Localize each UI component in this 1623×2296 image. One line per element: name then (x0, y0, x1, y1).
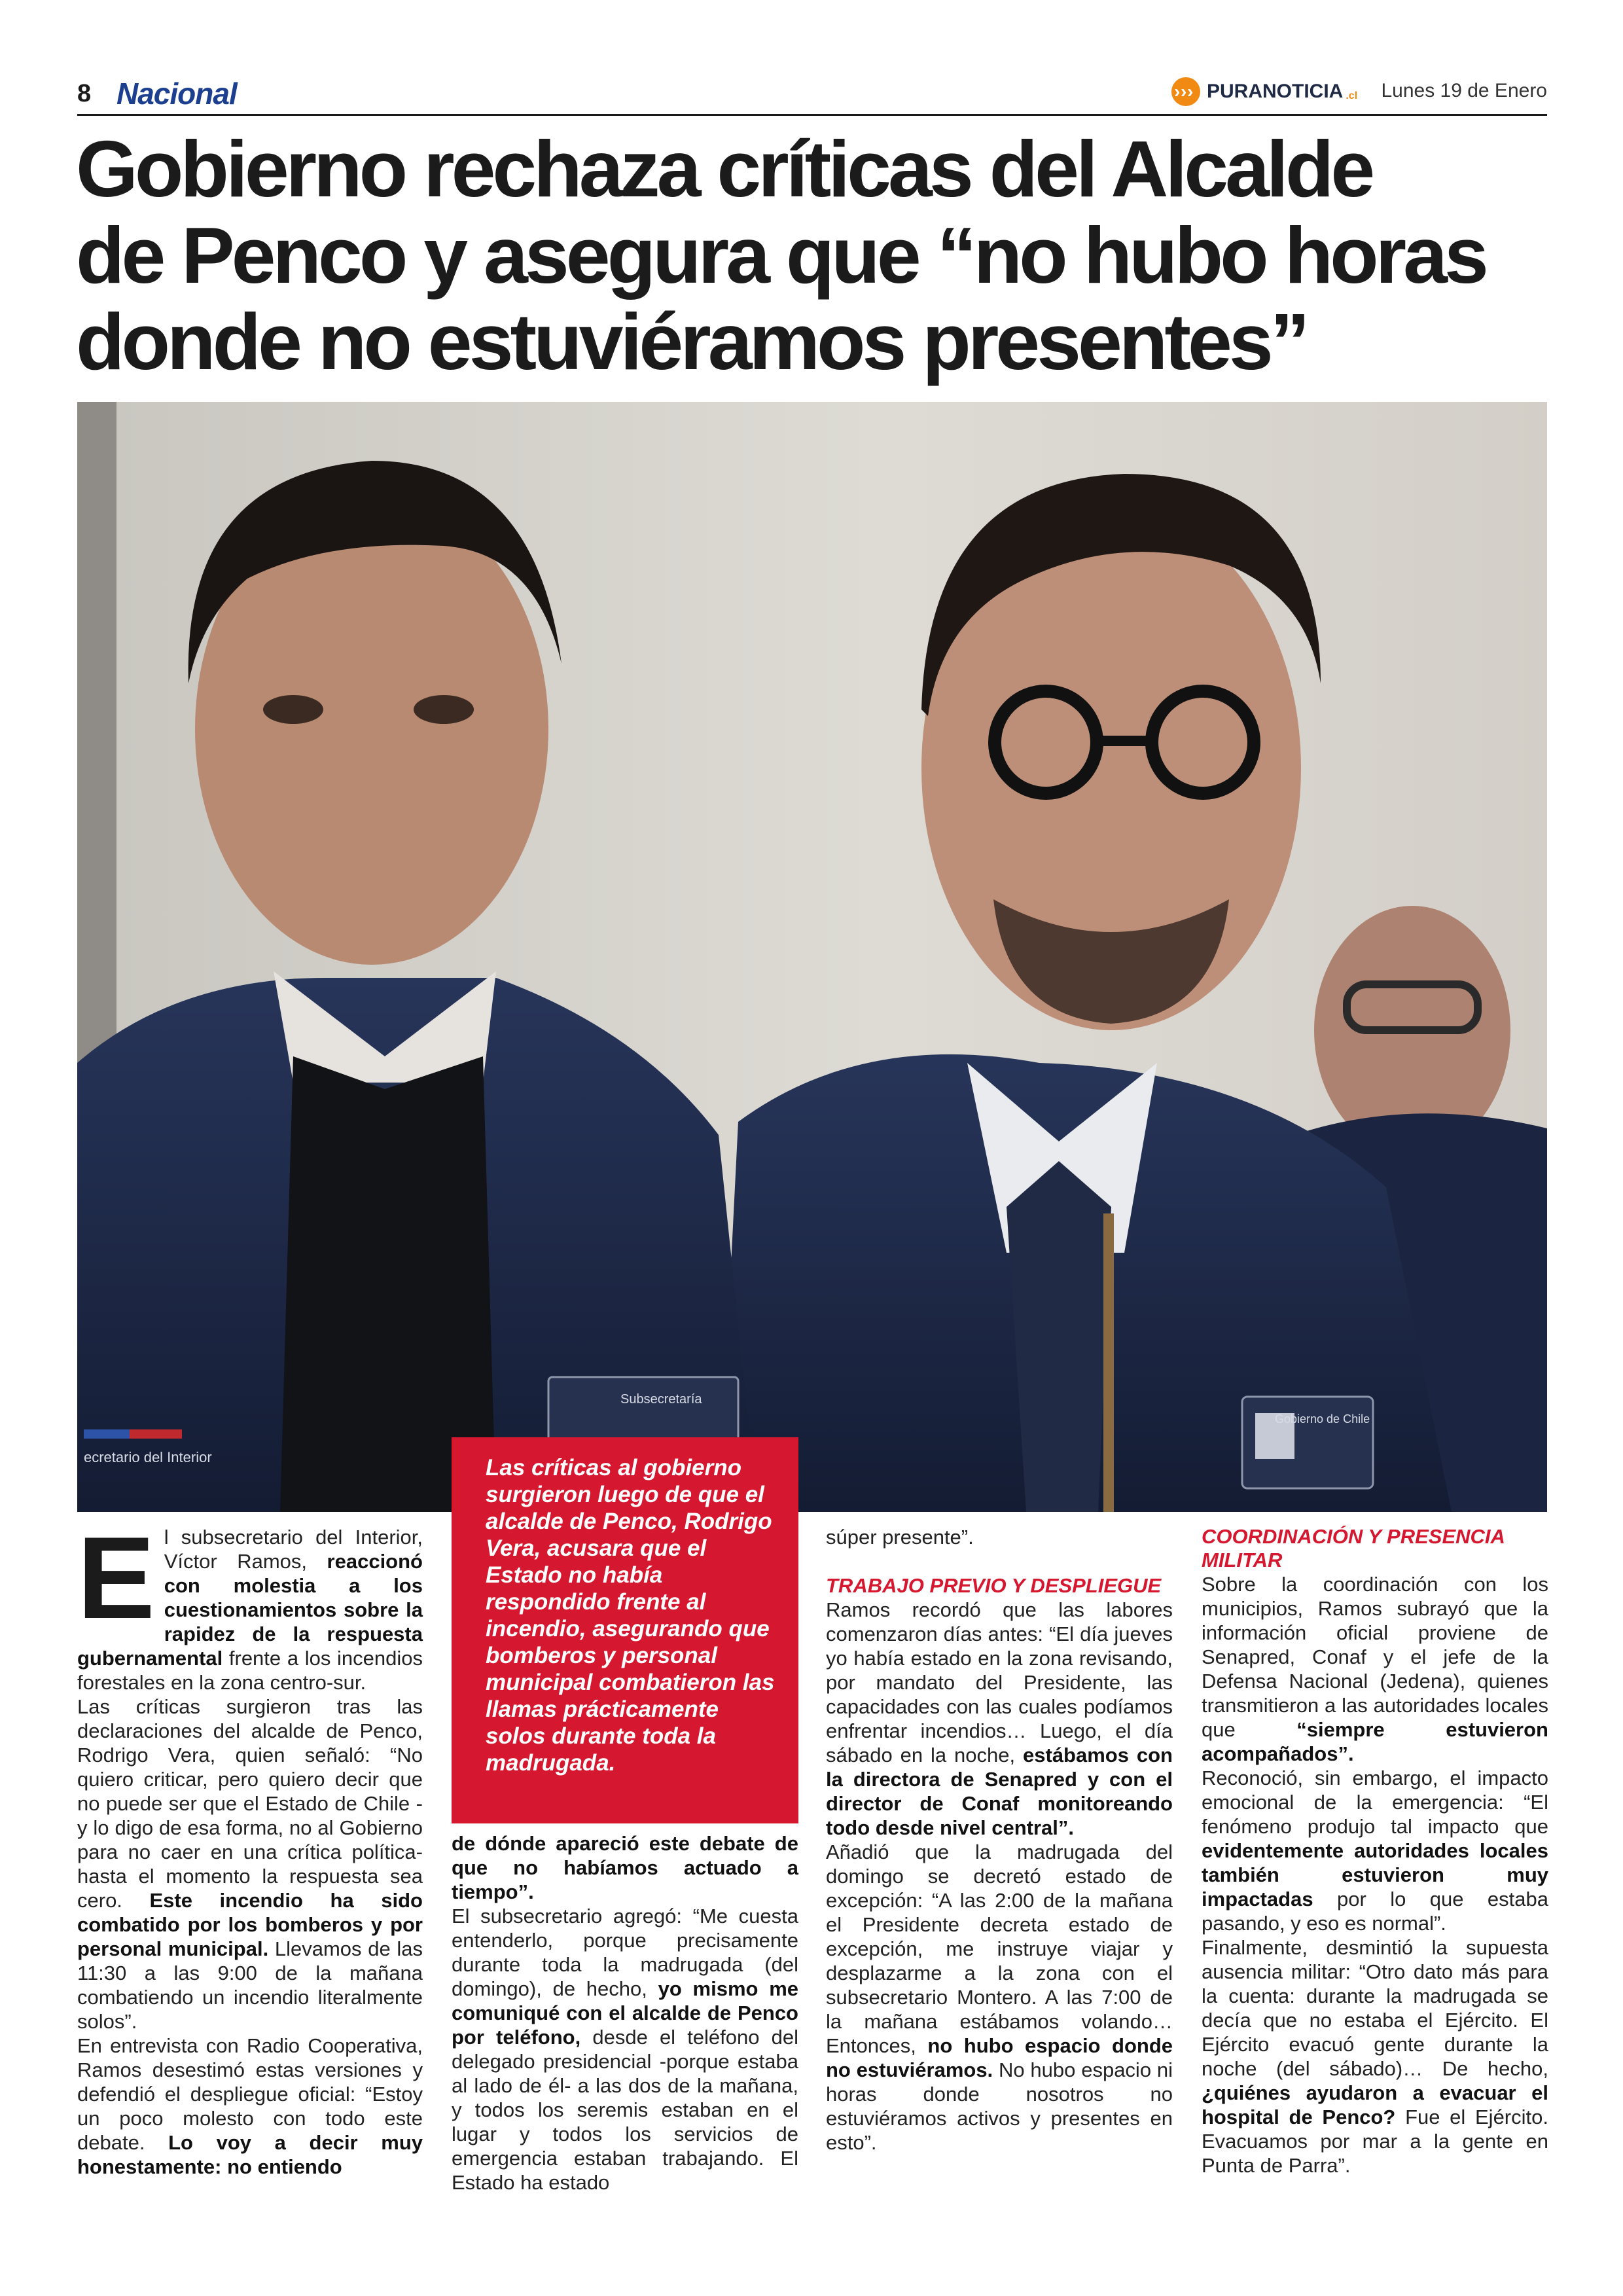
drop-cap: E (77, 1513, 155, 1643)
text-bold: evidentemente autoridades locales también estuvieron muy impactadas (1202, 1839, 1548, 1910)
text-run: Las críticas surgieron tras las declaraciones del alcalde de Penco, Rodrigo Vera, quien señaló: “No quiero criticar, pero quiero decir que no puede ser que el Estado de Chile -y lo digo de esa forma, no al Gobierno para no caer en una crítica política- hasta el momento la respuesta sea cero. (77, 1695, 423, 1912)
text-bold: reaccionó con molestia a los cuestionamientos sobre la rapidez de la respuesta gubernamental (77, 1550, 423, 1670)
paragraph (452, 1904, 798, 2195)
headline (76, 126, 1561, 385)
paragraph (1202, 1935, 1548, 2178)
logo-chevrons-icon: › › › (1171, 77, 1200, 106)
paragraph (1202, 1572, 1548, 1766)
page-number: 8 (77, 80, 92, 107)
photo-badge-text-2: Gobierno de Chile (1275, 1412, 1370, 1426)
article-photo (77, 402, 1547, 1512)
paragraph (77, 1695, 423, 2034)
text-run: Añadió que la madrugada del domingo se decretó estado de excepción: “A las 2:00 de la mañana el Presidente decreta estado de excepción, me instruye viajar y desplazarme a la zona con el subsecretario Montero. A las 7:00 de la mañana estábamos volando… Entonces, (826, 1840, 1173, 2057)
text-run: No hubo espacio ni horas donde nosotros no estuviéramos activos y presentes en esto”. (826, 2058, 1173, 2154)
photo-badge-text: Subsecretaría (620, 1392, 702, 1407)
body-column-4 (1202, 1525, 1548, 2178)
paragraph (77, 1513, 423, 1695)
paragraph (1202, 1766, 1548, 1935)
text-run: Finalmente, desmintió la supuesta ausencia militar: “Otro dato más para la cuenta: durante la madrugada se decía que no estaba el Ejército. El Ejército evacuó gente durante la noche (del sábado)… De hecho, (1202, 1936, 1548, 2080)
text-run: Llevamos de las 11:30 a las 9:00 de la mañana combatiendo un incendio literalmente solos”. (77, 1937, 423, 2033)
pull-quote: Las críticas al gobierno surgieron luego de que el alcalde de Penco, Rodrigo Vera, acusara que el Estado no había respondido frente al incendio, asegurando que bomberos y personal municipal combatieron las llamas prácticamente solos durante toda la madrugada. (452, 1437, 798, 1823)
text-bold: “siempre estuvieron acompañados”. (1202, 1718, 1548, 1765)
logo-suffix: .cl (1346, 90, 1358, 101)
text-run: súper presente”. (826, 1526, 974, 1549)
publication-logo (1171, 76, 1357, 107)
section-label: Nacional (116, 77, 237, 111)
text-bold: Lo voy a decir muy honestamente: no entiendo (77, 2131, 423, 2178)
body-column-1 (77, 1513, 423, 2179)
paragraph (826, 1525, 1173, 1549)
headline-line-2: de Penco y asegura que “no hubo horas (76, 211, 1486, 300)
text-run: Fue el Ejército. Evacuamos por mar a la gente en Punta de Parra”. (1202, 2106, 1548, 2177)
paragraph (826, 1598, 1173, 1840)
headline-line-3: donde no estuviéramos presentes” (76, 297, 1307, 386)
body-column-3 (826, 1525, 1173, 2155)
text-run: Ramos recordó que las labores comenzaron días antes: “El día jueves yo había estado en la zona revisando, por mandato del Presidente, las capacidades con las cuales podíamos enfrentar incendios… Luego, el día sábado en la noche, (826, 1598, 1173, 1767)
text-bold: de dónde apareció este debate de que no habíamos actuado a tiempo”. (452, 1832, 798, 1903)
subheading: COORDINACIÓN Y PRESENCIA MILITAR (1202, 1525, 1505, 1571)
text-run: En entrevista con Radio Cooperativa, Ramos desestimó estas versiones y defendió el despliegue oficial: “Estoy un poco molesto con todo este debate. (77, 2034, 423, 2154)
paragraph (826, 1840, 1173, 2155)
text-run: Sobre la coordinación con los municipios, Ramos subrayó que la información oficial proviene de Senapred, Conaf y el jefe de la Defensa Nacional (Jedena), quienes transmitieron a las autoridades locales que (1202, 1573, 1548, 1741)
text-run: desde el teléfono del delegado presidencial -porque estaba al lado de él- a las dos de la mañana, y todos los seremis estaban en el lugar y todos los servicios de emergencia estaban trabajando. El Estado ha estado (452, 2026, 798, 2194)
logo-wordmark: PURANOTICIA (1207, 81, 1344, 102)
text-run: frente a los incendios forestales en la zona centro-sur. (77, 1647, 423, 1694)
header-divider (77, 114, 1547, 116)
text-bold: no hubo espacio donde no estuviéramos. (826, 2034, 1173, 2081)
text-bold: yo mismo me comuniqué con el alcalde de Penco por teléfono, (452, 1977, 798, 2049)
text-run: El subsecretario agregó: “Me cuesta entenderlo, porque precisamente durante toda la madrugada (del domingo), de hecho, (452, 1905, 798, 2000)
photo-jacket-text: ecretario del Interior (84, 1449, 212, 1465)
text-run: l subsecretario del Interior, Víctor Ramos, (164, 1526, 423, 1573)
text-run: Reconoció, sin embargo, el impacto emocional de la emergencia: “El fenómeno produjo tal impacto que (1202, 1767, 1548, 1838)
body-column-2 (452, 1831, 798, 2195)
text-bold: Este incendio ha sido combatido por los bomberos y por personal municipal. (77, 1889, 423, 1960)
paragraph (77, 2034, 423, 2179)
issue-date: Lunes 19 de Enero (1381, 80, 1547, 101)
text-bold: estábamos con la directora de Senapred y con el director de Conaf monitoreando todo desde nivel central”. (826, 1744, 1173, 1839)
text-run: por lo que estaba pasando, y eso es normal”. (1202, 1888, 1548, 1935)
subheading: TRABAJO PREVIO Y DESPLIEGUE (826, 1574, 1162, 1597)
text-bold: ¿quiénes ayudaron a evacuar el hospital de Penco? (1202, 2081, 1548, 2128)
headline-line-1: Gobierno rechaza críticas del Alcalde (76, 124, 1372, 213)
paragraph (452, 1831, 798, 1904)
